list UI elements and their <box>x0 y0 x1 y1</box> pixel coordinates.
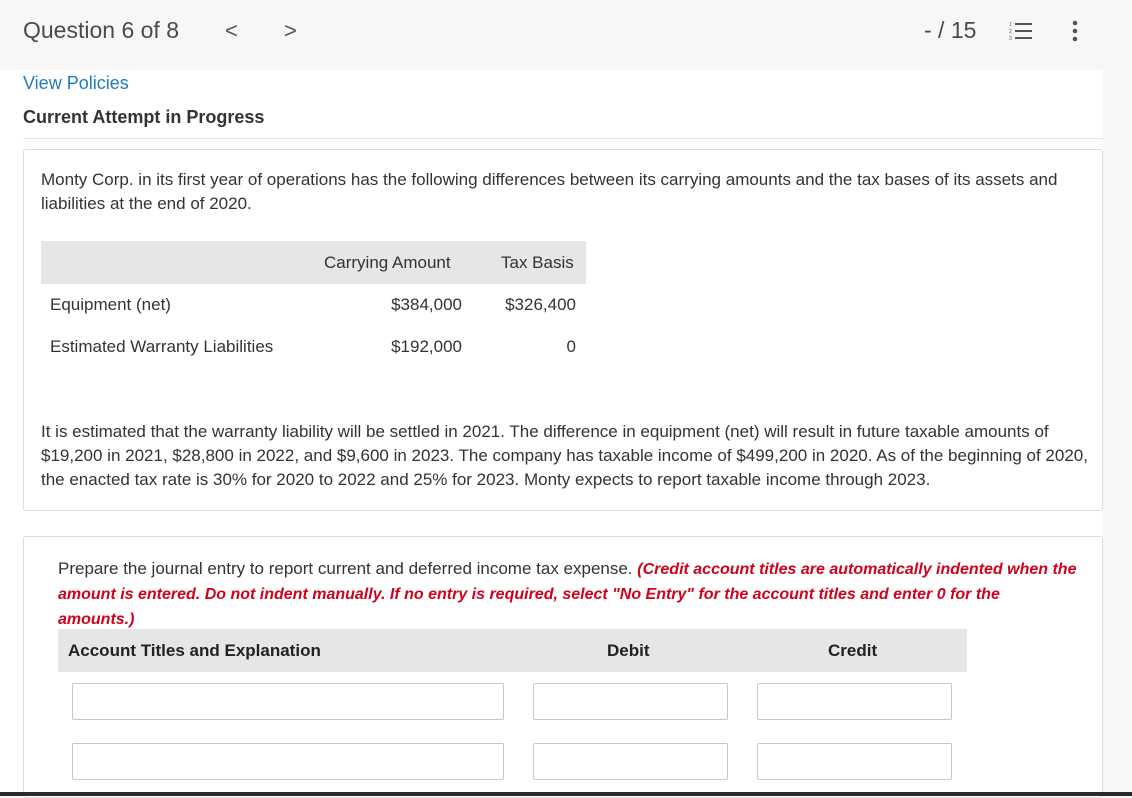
question-content <box>0 70 1103 796</box>
row-label-warranty: Estimated Warranty Liabilities <box>50 337 274 356</box>
task-instruction <box>58 557 1078 632</box>
instruction-note: (Credit account titles are automatically indented when the amount is entered. Do not indent manually. If no entry is required, select "No Entry" for the account titles and enter 0 for the amounts.) <box>58 561 1077 628</box>
warranty-carrying-amount: $192,000 <box>391 337 462 356</box>
debit-input-2[interactable] <box>533 743 728 780</box>
view-policies-link[interactable]: View Policies <box>23 73 129 93</box>
bottom-bar <box>0 792 1132 796</box>
question-counter: Question 6 of 8 <box>23 17 179 43</box>
account-title-input-1[interactable] <box>72 683 504 720</box>
more-vertical-icon[interactable] <box>1070 20 1080 42</box>
warranty-tax-basis: 0 <box>566 337 576 356</box>
journal-entry-box <box>23 536 1103 798</box>
top-bar <box>0 0 1132 70</box>
equipment-tax-basis: $326,400 <box>505 295 576 314</box>
problem-details: It is estimated that the warranty liability will be settled in 2021. The difference in equipment (net) will result in future taxable amounts of $19,200 in 2021, $28,800 in 2022, and $9,600 in 2023. The company has taxable income of $499,200 in 2020. As of the beginning of 2020, the enacted tax rate is 30% for 2020 to 2022 and 25% for 2023. Monty expects to report taxable income through 2023. <box>41 422 1088 489</box>
carrying-amount-header: Carrying Amount <box>324 253 451 272</box>
tax-basis-header: Tax Basis <box>501 253 574 272</box>
differences-table-header <box>41 241 586 284</box>
list-icon[interactable] <box>1009 20 1033 42</box>
previous-question-button[interactable]: < <box>225 18 238 43</box>
account-titles-header: Account Titles and Explanation <box>68 641 321 660</box>
credit-input-1[interactable] <box>757 683 952 720</box>
next-question-button[interactable]: > <box>284 18 297 43</box>
divider <box>23 138 1103 139</box>
row-label-equipment: Equipment (net) <box>50 295 171 314</box>
svg-text:3: 3 <box>1009 36 1012 42</box>
score-display: - / 15 <box>924 17 977 43</box>
attempt-status: Current Attempt in Progress <box>23 107 265 127</box>
journal-table-header <box>58 629 967 672</box>
debit-header: Debit <box>607 641 650 660</box>
credit-header: Credit <box>828 641 878 660</box>
debit-input-1[interactable] <box>533 683 728 720</box>
problem-intro: Monty Corp. in its first year of operations has the following differences between its carrying amounts and the tax bases of its assets and liabilities at the end of 2020. <box>41 170 1058 213</box>
credit-input-2[interactable] <box>757 743 952 780</box>
equipment-carrying-amount: $384,000 <box>391 295 462 314</box>
account-title-input-2[interactable] <box>72 743 504 780</box>
instruction-text: Prepare the journal entry to report current and deferred income tax expense. <box>58 559 638 578</box>
svg-text:1: 1 <box>1009 22 1012 28</box>
problem-box <box>23 149 1103 511</box>
svg-text:2: 2 <box>1009 29 1012 35</box>
